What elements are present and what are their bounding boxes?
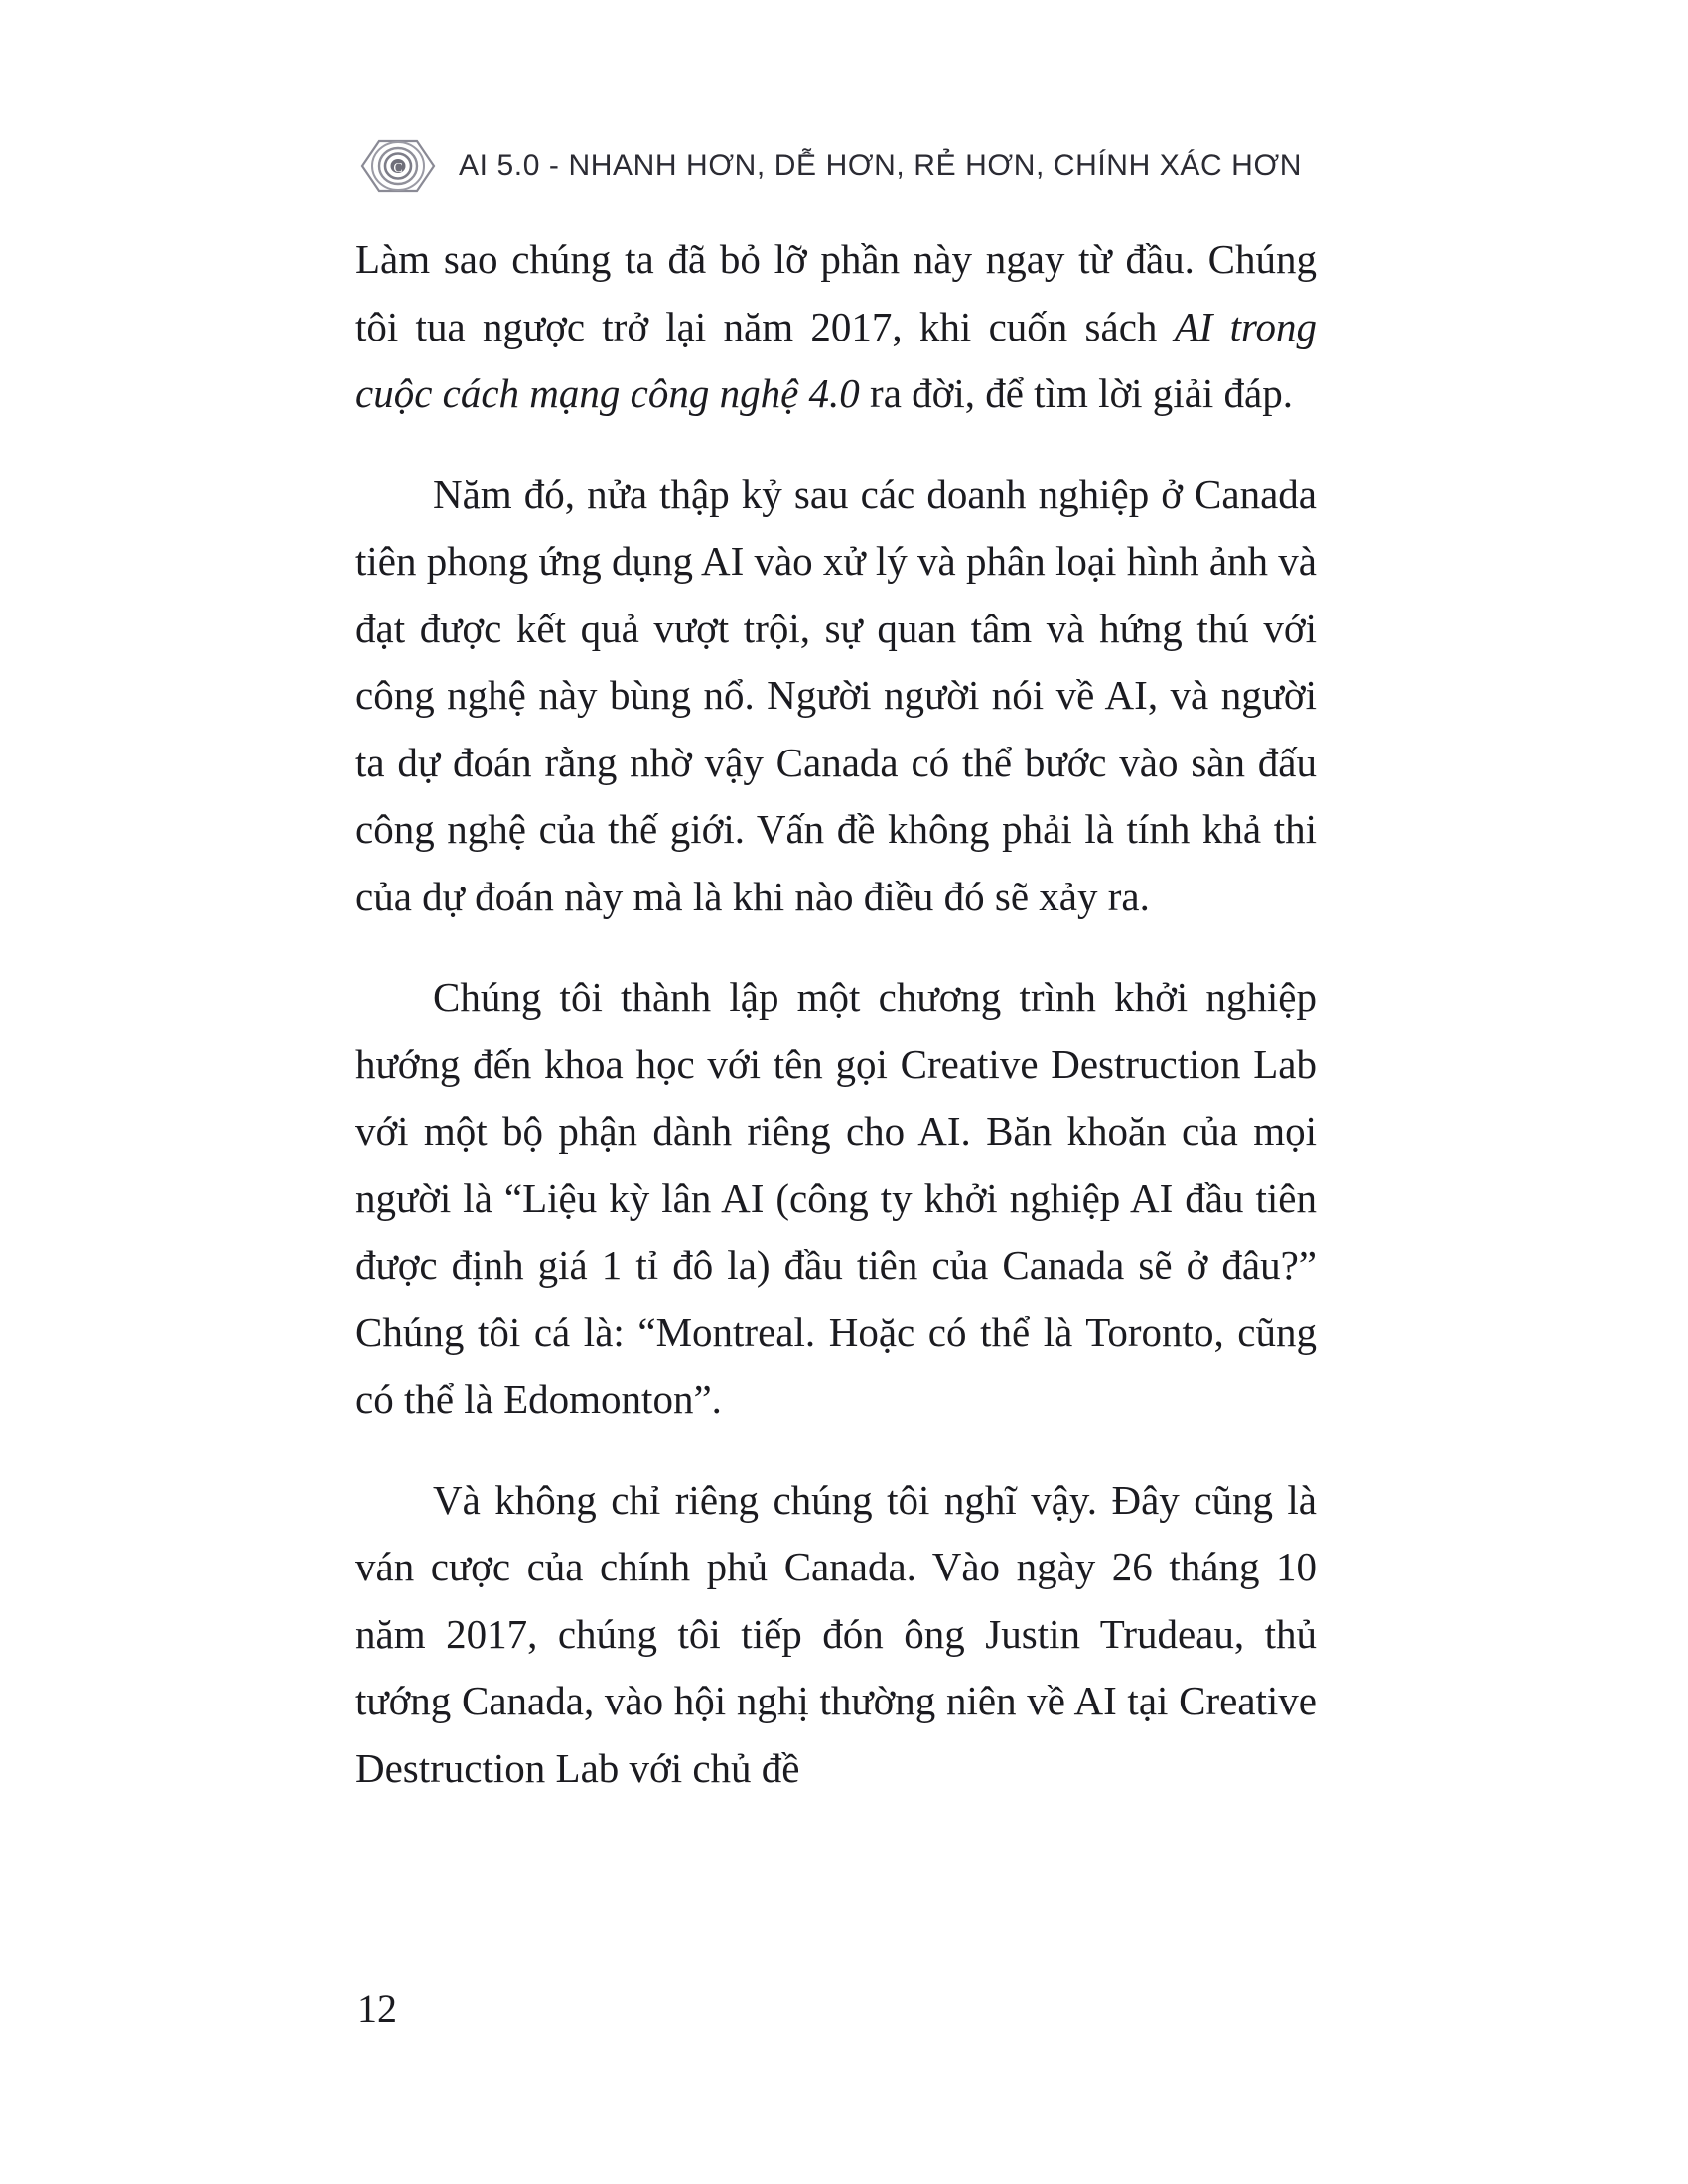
paragraph-2: Năm đó, nửa thập kỷ sau các doanh nghiệp ở Canada tiên phong ứng dụng AI vào xử lý và phân loại hình ảnh và đạt được kết quả vượt trội, sự quan tâm và hứng thú với công nghệ này bùng nổ. Người người nói về AI, và người ta dự đoán rằng nhờ vậy Canada có thể bước vào sàn đấu công nghệ của thế giới. Vấn đề không phải là tính khả thi của dự đoán này mà là khi nào điều đó sẽ xảy ra. <box>355 471 1317 919</box>
paragraph-4: Và không chỉ riêng chúng tôi nghĩ vậy. Đây cũng là ván cược của chính phủ Canada. Vào ngày 26 tháng 10 năm 2017, chúng tôi tiếp đón ông Justin Trudeau, thủ tướng Canada, vào hội nghị thường niên về AI tại Creative Destruction Lab với chủ đề <box>355 1476 1317 1791</box>
paragraph-1-tail: ra đời, để tìm lời giải đáp. <box>859 370 1293 416</box>
svg-text:C: C <box>393 161 403 176</box>
header-title: AI 5.0 - NHANH HƠN, DỄ HƠN, RẺ HƠN, CHÍNH XÁC HƠN <box>459 149 1303 182</box>
page-number: 12 <box>357 1986 397 2031</box>
book-title-italic: AI trong cuộc cách mạng công nghệ 4.0 <box>355 303 1317 416</box>
paragraph-1-lead: Làm sao chúng ta đã bỏ lỡ phần này ngay từ đầu. Chúng tôi tua ngược trở lại năm 2017, khi cuốn sách <box>355 236 1317 349</box>
running-header <box>359 131 1302 201</box>
eye-logo-icon <box>359 131 437 201</box>
paragraph-1 <box>355 226 1317 428</box>
paragraph-3: Chúng tôi thành lập một chương trình khởi nghiệp hướng đến khoa học với tên gọi Creative Destruction Lab với một bộ phận dành riêng cho AI. Băn khoăn của mọi người là “Liệu kỳ lân AI (công ty khởi nghiệp AI đầu tiên được định giá 1 tỉ đô la) đầu tiên của Canada sẽ ở đâu?” Chúng tôi cá là: “Montreal. Hoặc có thể là Toronto, cũng có thể là Edomonton”. <box>355 974 1317 1422</box>
body-text-column <box>355 226 1317 1802</box>
